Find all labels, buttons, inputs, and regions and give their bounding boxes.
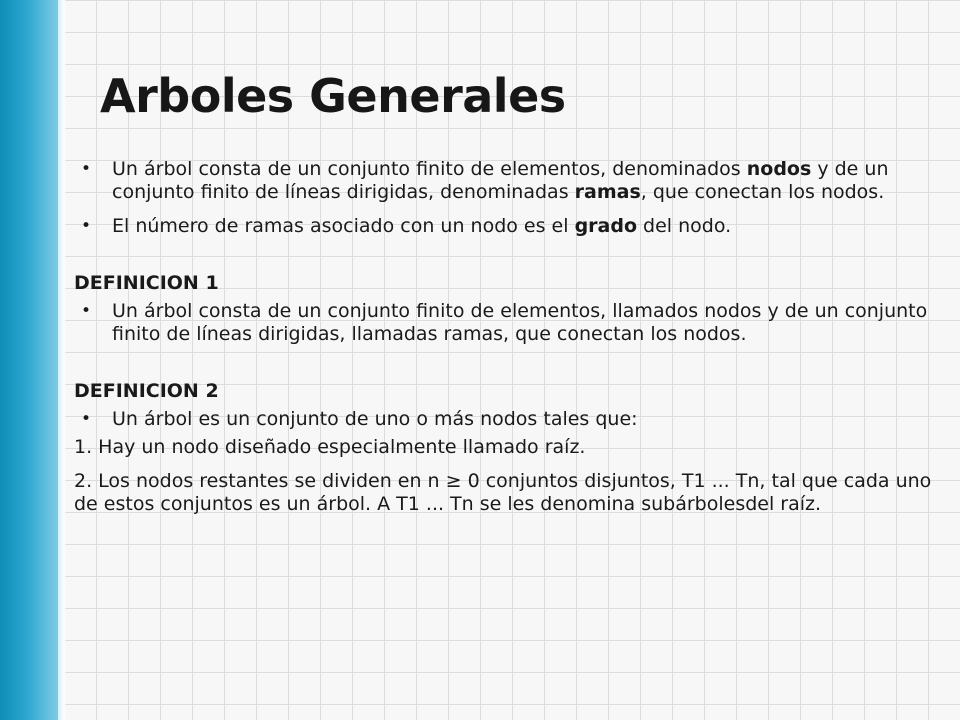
term-ramas: ramas bbox=[574, 181, 641, 203]
bullet-grado: • El número de ramas asociado con un nodo es el grado del nodo. bbox=[74, 215, 936, 238]
heading-definicion-1: DEFINICION 1 bbox=[74, 272, 219, 294]
bullet-definicion-1: • Un árbol consta de un conjunto finito de elementos, llamados nodos y de un conjunto finito de líneas dirigidas, llamadas ramas, que conectan los nodos. bbox=[74, 300, 936, 346]
term-nodos: nodos bbox=[746, 158, 812, 180]
bullet-definicion-2: • Un árbol es un conjunto de uno o más nodos tales que: bbox=[74, 408, 936, 431]
sidebar-edge bbox=[58, 0, 66, 720]
list-item-1: 1. Hay un nodo diseñado especialmente llamado raíz. bbox=[74, 436, 586, 458]
slide-body bbox=[74, 158, 936, 516]
bullet-definition-tree: • Un árbol consta de un conjunto finito de elementos, denominados nodos y de un conjunto finito de líneas dirigidas, denominadas ramas, que conectan los nodos. bbox=[74, 158, 936, 204]
list-item-2: 2. Los nodos restantes se dividen en n ≥ 0 conjuntos disjuntos, T1 ... Tn, tal que cada uno de estos conjuntos es un árbol. A T1 ... Tn se les denomina subárbolesdel raíz. bbox=[74, 470, 932, 515]
term-grado: grado bbox=[574, 215, 638, 237]
heading-definicion-2: DEFINICION 2 bbox=[74, 380, 219, 402]
slide-title: Arboles Generales bbox=[100, 69, 566, 123]
sidebar-accent bbox=[0, 0, 58, 720]
